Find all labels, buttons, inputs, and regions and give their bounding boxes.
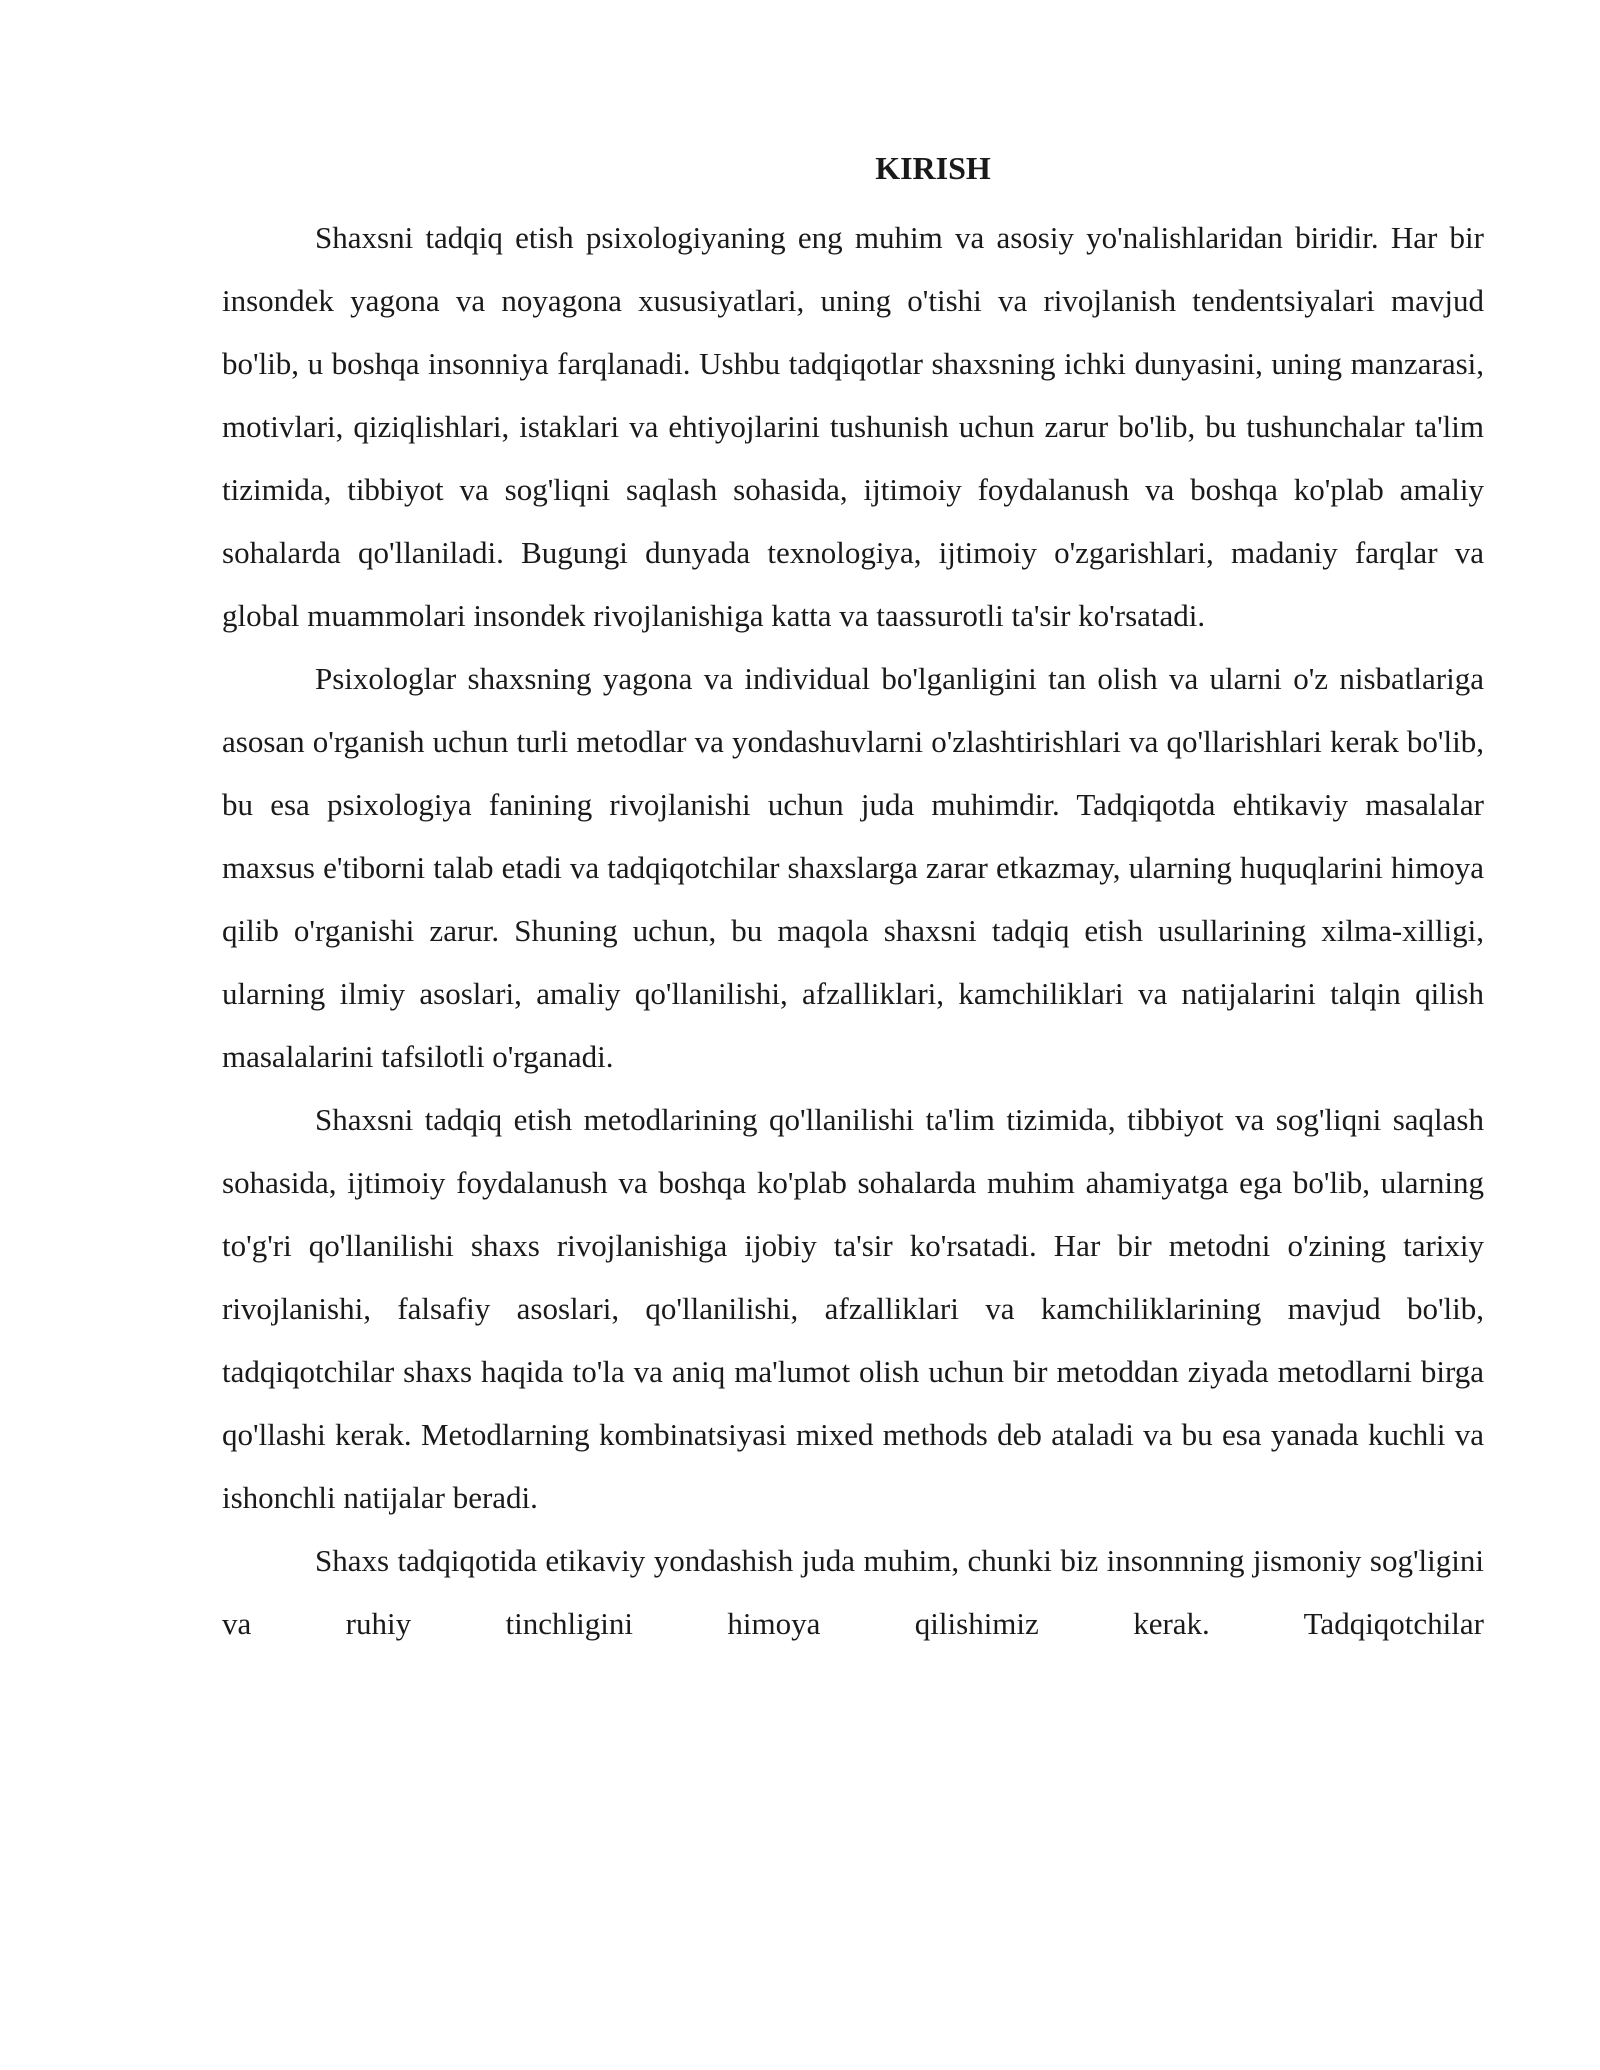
paragraph-3: Shaxsni tadqiq etish metodlarining qo'llanilishi ta'lim tizimida, tibbiyot va sog'liqni saqlash sohasida, ijtimoiy foydalanush va boshqa ko'plab sohalarda muhim ahamiyatga ega bo'lib, ularning to'g'ri qo'llanilishi shaxs rivojlanishiga ijobiy ta'sir ko'rsatadi. Har bir metodni o'zining tarixiy rivojlanishi, falsafiy asoslari, qo'llanilishi, afzalliklari va kamchiliklarining mavjud bo'lib, tadqiqotchilar shaxs haqida to'la va aniq ma'lumot olish uchun bir metoddan ziyada metodlarni birga qo'llashi kerak. Metodlarning kombinatsiyasi mixed methods deb ataladi va bu esa yanada kuchli va ishonchli natijalar beradi. [222, 1102, 1484, 1515]
document-body [222, 148, 1484, 1655]
paragraph-1: Shaxsni tadqiq etish psixologiyaning eng muhim va asosiy yo'nalishlaridan biridir. Har bir insondek yagona va noyagona xususiyatlari, uning o'tishi va rivojlanish tendentsiyalari mavjud bo'lib, u boshqa insonniya farqlanadi. Ushbu tadqiqotlar shaxsning ichki dunyasini, uning manzarasi, motivlari, qiziqlishlari, istaklari va ehtiyojlarini tushunish uchun zarur bo'lib, bu tushunchalar ta'lim tizimida, tibbiyot va sog'liqni saqlash sohasida, ijtimoiy foydalanush va boshqa ko'plab amaliy sohalarda qo'llaniladi. Bugungi dunyada texnologiya, ijtimoiy o'zgarishlari, madaniy farqlar va global muammolari insondek rivojlanishiga katta va taassurotli ta'sir ko'rsatadi. [222, 220, 1484, 633]
paragraph-4: Shaxs tadqiqotida etikaviy yondashish juda muhim, chunki biz insonnning jismoniy sog'ligini va ruhiy tinchligini himoya qilishimiz kerak. Tadqiqotchilar [222, 1543, 1484, 1641]
page-title: KIRISH [875, 150, 991, 186]
paragraph-2: Psixologlar shaxsning yagona va individual bo'lganligini tan olish va ularni o'z nisbatlariga asosan o'rganish uchun turli metodlar va yondashuvlarni o'zlashtirishlari va qo'llarishlari kerak bo'lib, bu esa psixologiya fanining rivojlanishi uchun juda muhimdir. Tadqiqotda ehtikaviy masalalar maxsus e'tiborni talab etadi va tadqiqotchilar shaxslarga zarar etkazmay, ularning huquqlarini himoya qilib o'rganishi zarur. Shuning uchun, bu maqola shaxsni tadqiq etish usullarining xilma-xilligi, ularning ilmiy asoslari, amaliy qo'llanilishi, afzalliklari, kamchiliklari va natijalarini talqin qilish masalalarini tafsilotli o'rganadi. [222, 661, 1484, 1074]
